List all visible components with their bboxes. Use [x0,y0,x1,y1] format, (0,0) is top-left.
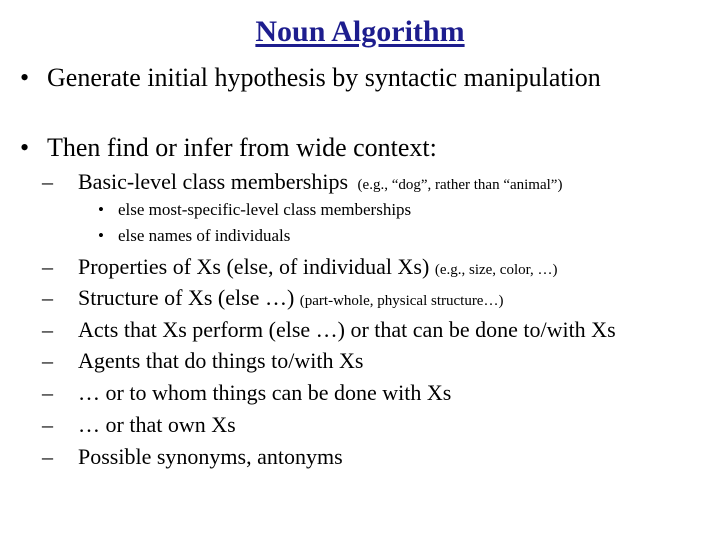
sub-item [42,254,558,283]
bullet-text: Then find or infer from wide context: [47,133,437,162]
bullet-item [20,133,437,163]
sub-item [42,380,451,406]
subsub-item [98,226,290,246]
dash-marker: – [42,348,53,373]
sub-item [42,348,363,374]
subsub-text: else most-specific-level class memberships [118,200,412,219]
bullet-marker: • [20,63,30,92]
dash-marker: – [42,444,53,469]
sub-item [42,285,503,314]
dash-marker: – [42,317,53,342]
bullet-item [20,63,601,93]
bullet-marker: • [20,133,30,162]
sub-text: Properties of Xs (else, of individual Xs) [78,254,430,279]
subsub-item [98,200,411,220]
sub-item [42,412,236,438]
sub-text: Agents that do things to/with Xs [78,348,364,373]
subsub-text: else names of individuals [118,226,291,245]
slide-title: Noun Algorithm [255,15,465,48]
sub-note: (e.g., “dog”, rather than “animal”) [357,177,563,193]
sub-text: … or to whom things can be done with Xs [78,380,452,405]
dash-marker: – [42,285,53,310]
dash-marker: – [42,254,53,279]
bullet-marker: • [98,226,104,245]
bullet-marker: • [98,200,104,219]
sub-item [42,169,562,198]
dash-marker: – [42,380,53,405]
sub-text: … or that own Xs [78,412,236,437]
sub-text: Structure of Xs (else …) [78,285,295,310]
dash-marker: – [42,169,53,194]
sub-text: Basic-level class memberships [78,169,349,194]
sub-note: (e.g., size, color, …) [434,262,558,278]
sub-item [42,444,343,470]
sub-text: Possible synonyms, antonyms [78,444,343,469]
sub-item [42,317,616,343]
sub-text: Acts that Xs perform (else …) or that can be done to/with Xs [78,317,616,342]
sub-note: (part-whole, physical structure…) [299,293,504,309]
bullet-text: Generate initial hypothesis by syntactic manipulation [47,63,601,92]
dash-marker: – [42,412,53,437]
